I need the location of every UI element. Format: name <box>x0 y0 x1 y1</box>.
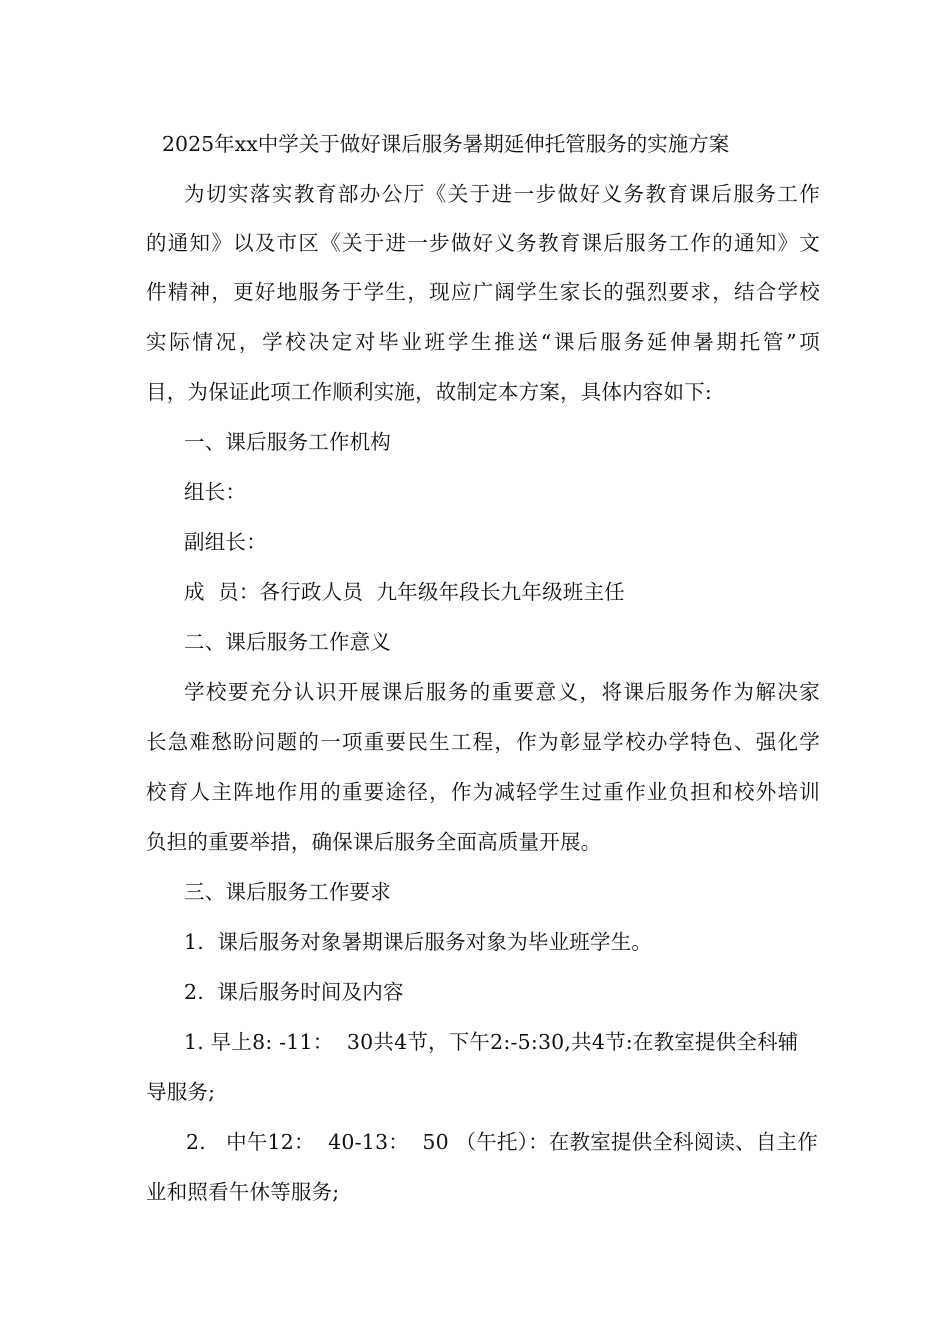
document-title: 2025年xx中学关于做好课后服务暑期延伸托管服务的实施方案 <box>162 132 730 156</box>
intro-line-5: 目，为保证此项工作顺利实施，故制定本方案，具体内容如下: <box>146 380 713 404</box>
section2-heading: 二、课后服务工作意义 <box>184 630 391 654</box>
intro-line-2: 的通知》以及市区《关于进一步做好义务教育课后服务工作的通知》文 <box>146 231 820 255</box>
intro-line-1: 为切实落实教育部办公厅《关于进一步做好义务教育课后服务工作 <box>184 182 820 206</box>
intro-line-4: 实际情况，学校决定对毕业班学生推送“课后服务延伸暑期托管”项 <box>146 330 820 354</box>
section2-line-1: 学校要充分认识开展课后服务的重要意义，将课后服务作为解决家 <box>184 680 820 704</box>
intro-line-3: 件精神，更好地服务于学生，现应广阔学生家长的强烈要求，结合学校 <box>146 280 820 304</box>
section2-line-3: 校育人主阵地作用的重要途径，作为减轻学生过重作业负担和校外培训 <box>146 780 820 804</box>
schedule-item-2-line-1: 2. 中午12： 40-13： 50 （午托）：在教室提供全科阅读、自主作 <box>186 1130 818 1154</box>
section2-line-4: 负担的重要举措，确保课后服务全面高质量开展。 <box>146 830 602 854</box>
schedule-item-1-line-1: 1. 早上8: -11： 30共4节，下午2:-5:30,共4节:在教室提供全科辅 <box>184 1030 799 1054</box>
schedule-item-1-line-2: 导服务; <box>146 1080 216 1104</box>
section3-heading: 三、课后服务工作要求 <box>184 880 391 904</box>
section1-heading: 一、课后服务工作机构 <box>184 430 391 454</box>
leader-line: 组长： <box>184 480 247 504</box>
members-line: 成 员：各行政人员 九年级年段长九年级班主任 <box>184 580 625 604</box>
requirement-item-1: 1. 课后服务对象暑期课后服务对象为毕业班学生。 <box>184 930 653 954</box>
schedule-item-2-line-2: 业和照看午休等服务; <box>146 1180 340 1204</box>
requirement-item-2: 2. 课后服务时间及内容 <box>184 980 404 1004</box>
section2-line-2: 长急难愁盼问题的一项重要民生工程，作为彰显学校办学特色、强化学 <box>146 730 820 754</box>
deputy-leader-line: 副组长： <box>184 530 267 554</box>
